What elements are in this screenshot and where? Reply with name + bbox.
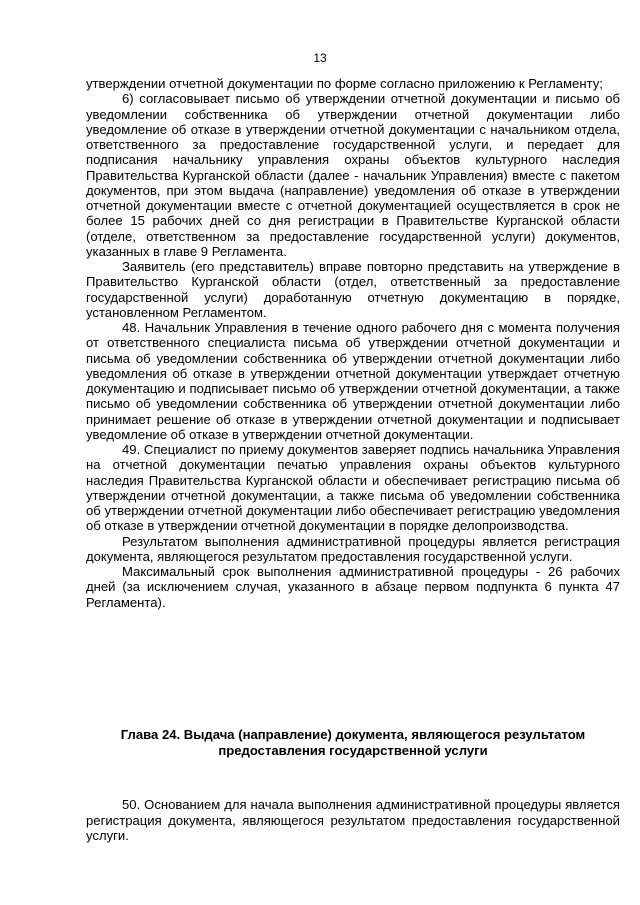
paragraph-item-50: 50. Основанием для начала выполнения административной процедуры является регистрация документа, являющегося результатом предоставления государственной услуги. — [86, 797, 620, 843]
paragraph-continuation: утверждении отчетной документации по форме согласно приложению к Регламенту; — [86, 76, 603, 91]
chapter-heading-line-2: предоставления государственной услуги — [218, 743, 488, 758]
paragraph-max-duration: Максимальный срок выполнения административной процедуры - 26 рабочих дней (за исключением случая, указанного в абзаце первом подпункта 6 пункта 47 Регламента). — [86, 564, 620, 610]
paragraph-item-48: 48. Начальник Управления в течение одного рабочего дня с момента получения от ответственного специалиста письма об утверждении отчетной документации и письма об уведомлении собственника об утверждении отчетной документации либо уведомления об отказе в утверждении отчетной документации утверждает отчетную документацию и подписывает письмо об утверждении отчетной документации, а также письмо об уведомлении собственника об утверждении отчетной документации либо принимает решение об отказе в утверждении отчетной документации и подписывает уведомление об отказе в утверждении отчетной документации. — [86, 320, 620, 442]
chapter-heading — [86, 727, 620, 759]
paragraph-procedure-result: Результатом выполнения административной процедуры является регистрация документа, являющегося результатом предоставления государственной услуги. — [86, 533, 620, 564]
chapter-heading-line-1: Глава 24. Выдача (направление) документа, являющегося результатом — [120, 727, 586, 742]
paragraph-item-49: 49. Специалист по приему документов заверяет подпись начальника Управления на отчетной документации печатью управления охраны объектов культурного наследия Правительства Курганской области и обеспечивает регистрацию письма об утверждении отчетной документации, а также письма об уведомлении собственника об утверждении отчетной документации либо обеспечивает регистрацию уведомления об отказе в утверждении отчетной документации в порядке делопроизводства. — [86, 442, 620, 534]
paragraph-applicant-resubmission: Заявитель (его представитель) вправе повторно представить на утверждение в Правительство Курганской области (отдел, ответственный за предоставление государственной услуги) доработанную отчетную документацию в порядке, установленном Регламентом. — [86, 259, 620, 320]
paragraph-subitem-6: 6) согласовывает письмо об утверждении отчетной документации и письмо об уведомлении собственника об утверждении отчетной документации либо уведомление об отказе в утверждении отчетной документации с начальником отдела, ответственного за предоставление государственной услуги, и передает для подписания начальнику управления охраны объектов культурного наследия Правительства Курганской области (далее - начальник Управления) вместе с пакетом документов, при этом выдача (направление) уведомления об отказе в утверждении отчетной документации вместе с отчетной документацией осуществляется в срок не более 15 рабочих дней со дня регистрации в Правительстве Курганской области (отделе, ответственном за предоставление государственной услуги) документов, указанных в главе 9 Регламента. — [86, 91, 620, 259]
body-text — [86, 76, 620, 610]
chapter-text — [86, 797, 620, 844]
page-number: 13 — [313, 51, 327, 65]
